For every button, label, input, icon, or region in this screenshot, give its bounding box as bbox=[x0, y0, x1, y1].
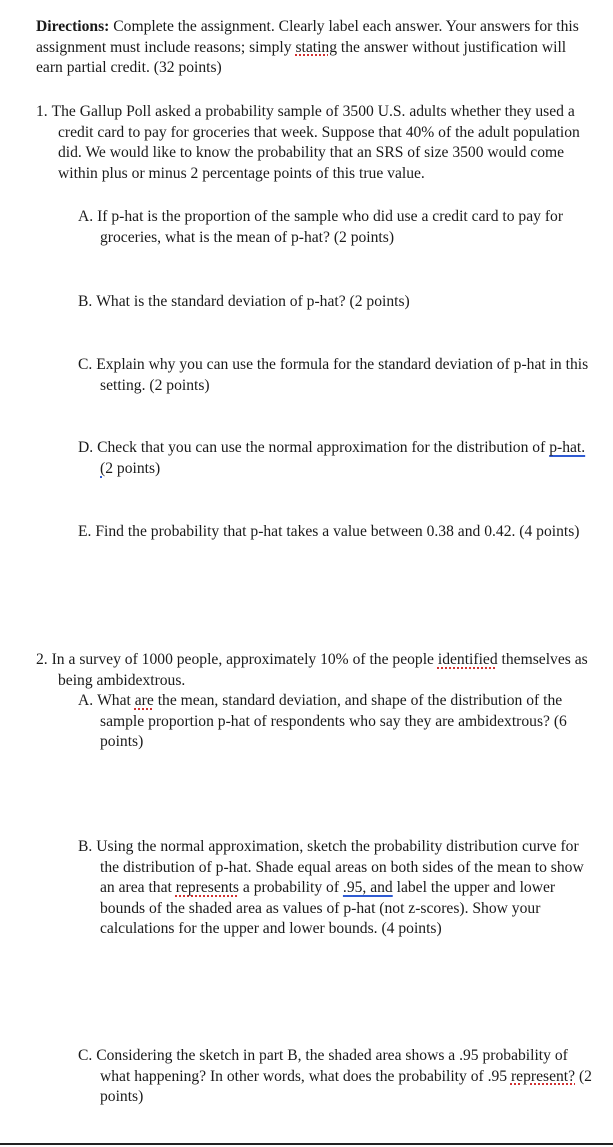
question-1-stem bbox=[36, 102, 596, 184]
part-underlined: p-hat.( bbox=[100, 439, 586, 477]
part-letter: A. bbox=[78, 208, 94, 225]
question-2-stem bbox=[36, 650, 596, 691]
bottom-border-line bbox=[0, 1143, 613, 1145]
part-letter: C. bbox=[78, 1047, 93, 1064]
question-2-underlined: identified bbox=[437, 651, 498, 668]
part-text-2: a probability of bbox=[238, 879, 343, 896]
question-1-part-b bbox=[78, 292, 592, 313]
part-letter: E. bbox=[78, 523, 92, 540]
question-1-number: 1. bbox=[36, 103, 48, 120]
part-text-2: (2 points) bbox=[100, 1067, 592, 1105]
part-letter: B. bbox=[78, 838, 93, 855]
question-2 bbox=[36, 650, 596, 691]
part-text: Find the probability that p-hat takes a value between 0.38 and 0.42. (4 points) bbox=[95, 523, 580, 540]
question-1-text: The Gallup Poll asked a probability sample of 3500 U.S. adults whether they used a credit card to pay for groceries that week. Suppose that 40% of the adult population did. We would like to know the probability that an SRS of size 3500 would come within plus or minus 2 percentage points of this true value. bbox=[51, 103, 580, 182]
part-text-1: What bbox=[97, 692, 135, 709]
part-text-2: 2 points) bbox=[105, 459, 161, 477]
part-text: If p-hat is the proportion of the sample who did use a credit card to pay for groceries, what is the mean of p-hat? (2 points) bbox=[97, 208, 564, 246]
part-underlined: are bbox=[134, 692, 154, 709]
question-2-part-a bbox=[78, 691, 592, 753]
part-underlined-red: represents bbox=[175, 879, 239, 896]
part-text: What is the standard deviation of p-hat? (2 points) bbox=[96, 293, 410, 310]
part-text-1: Considering the sketch in part B, the shaded area shows a .95 probability of what happening? In other words, what does the probability of .95 bbox=[96, 1047, 568, 1085]
directions-label: Directions: bbox=[36, 18, 110, 35]
directions-text-2: the answer without justification will earn partial credit. (32 points) bbox=[36, 38, 567, 76]
part-text-1: Check that you can use the normal approximation for the distribution of bbox=[97, 439, 550, 456]
question-1 bbox=[36, 102, 596, 184]
question-1-part-a bbox=[78, 207, 592, 248]
part-underlined: represent? bbox=[510, 1067, 576, 1085]
question-1-part-e bbox=[78, 522, 592, 543]
part-text-1: Using the normal approximation, sketch the probability distribution curve for the distribution of p-hat. Shade equal areas on both sides of the mean to show an area that bbox=[96, 838, 584, 896]
part-underlined-blue: .95, and bbox=[342, 879, 393, 896]
question-1-part-c bbox=[78, 355, 592, 396]
part-text: Explain why you can use the formula for the standard deviation of p-hat in this setting. (2 points) bbox=[96, 356, 589, 394]
directions-paragraph bbox=[36, 17, 596, 79]
question-2-text-2: themselves as being ambidextrous. bbox=[58, 651, 588, 689]
part-letter: D. bbox=[78, 439, 94, 456]
part-letter: C. bbox=[78, 356, 93, 373]
question-1-part-d bbox=[78, 438, 592, 479]
question-2-part-c bbox=[78, 1046, 592, 1108]
part-letter: A. bbox=[78, 692, 94, 709]
directions-underlined-word: stating bbox=[295, 38, 338, 56]
question-2-text-1: In a survey of 1000 people, approximately 10% of the people bbox=[51, 651, 438, 668]
directions-text-1: Complete the assignment. Clearly label each answer. Your answers for this assignment must include reasons; simply bbox=[36, 18, 579, 56]
part-letter: B. bbox=[78, 293, 93, 310]
question-2-number: 2. bbox=[36, 651, 48, 668]
part-text-2: the mean, standard deviation, and shape of the distribution of the sample proportion p-hat of respondents who say they are ambidextrous? (6 points) bbox=[100, 692, 567, 750]
part-text-3: label the upper and lower bounds of the shaded area as values of p-hat (not z-scores). Show your calculations for the upper and lower bounds. (4 points) bbox=[100, 879, 556, 937]
question-2-part-b bbox=[78, 837, 592, 940]
